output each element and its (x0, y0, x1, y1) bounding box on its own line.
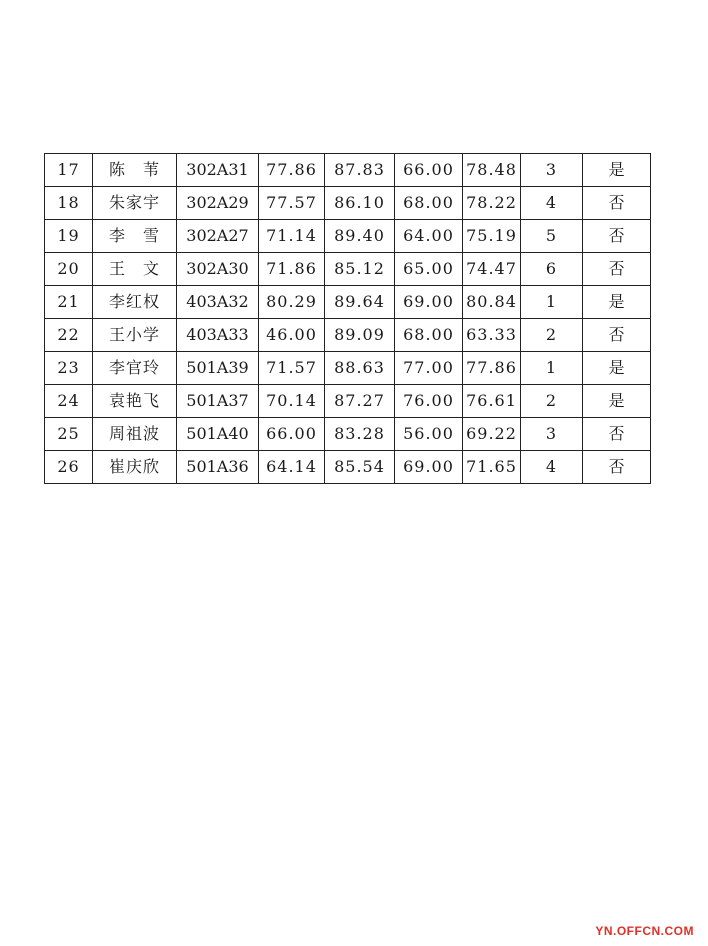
cell-score-1: 71.86 (259, 253, 325, 286)
cell-exam-code: 302A30 (177, 253, 259, 286)
table-row (45, 154, 651, 187)
cell-number: 22 (45, 319, 93, 352)
cell-rank: 1 (521, 286, 583, 319)
table-row (45, 319, 651, 352)
cell-score-2: 85.12 (325, 253, 395, 286)
cell-score-1: 64.14 (259, 451, 325, 484)
cell-name: 袁艳飞 (93, 385, 177, 418)
table-row (45, 253, 651, 286)
cell-score-1: 80.29 (259, 286, 325, 319)
cell-exam-code: 403A33 (177, 319, 259, 352)
cell-rank: 1 (521, 352, 583, 385)
table-row (45, 352, 651, 385)
cell-score-3: 68.00 (395, 187, 463, 220)
score-table (44, 153, 651, 484)
cell-number: 17 (45, 154, 93, 187)
cell-rank: 5 (521, 220, 583, 253)
table-row (45, 385, 651, 418)
cell-rank: 3 (521, 154, 583, 187)
table-row (45, 418, 651, 451)
cell-rank: 4 (521, 451, 583, 484)
cell-name: 李红权 (93, 286, 177, 319)
cell-total-score: 78.22 (463, 187, 521, 220)
cell-name: 周祖波 (93, 418, 177, 451)
cell-rank: 2 (521, 385, 583, 418)
cell-score-1: 71.57 (259, 352, 325, 385)
cell-score-3: 68.00 (395, 319, 463, 352)
cell-selected: 否 (583, 253, 651, 286)
cell-selected: 否 (583, 451, 651, 484)
cell-total-score: 74.47 (463, 253, 521, 286)
cell-score-1: 71.14 (259, 220, 325, 253)
cell-rank: 2 (521, 319, 583, 352)
cell-name: 朱家宇 (93, 187, 177, 220)
cell-selected: 否 (583, 220, 651, 253)
cell-total-score: 77.86 (463, 352, 521, 385)
cell-score-2: 89.40 (325, 220, 395, 253)
cell-score-2: 88.63 (325, 352, 395, 385)
cell-score-3: 77.00 (395, 352, 463, 385)
cell-selected: 否 (583, 187, 651, 220)
cell-total-score: 78.48 (463, 154, 521, 187)
cell-exam-code: 302A27 (177, 220, 259, 253)
table-row (45, 220, 651, 253)
cell-name: 李 雪 (93, 220, 177, 253)
cell-exam-code: 501A36 (177, 451, 259, 484)
cell-exam-code: 302A31 (177, 154, 259, 187)
cell-score-1: 70.14 (259, 385, 325, 418)
watermark-logo: YN.OFFCN.COM (595, 924, 694, 938)
cell-score-3: 66.00 (395, 154, 463, 187)
cell-selected: 是 (583, 286, 651, 319)
cell-score-3: 65.00 (395, 253, 463, 286)
cell-name: 王小学 (93, 319, 177, 352)
cell-exam-code: 403A32 (177, 286, 259, 319)
cell-number: 20 (45, 253, 93, 286)
cell-score-2: 83.28 (325, 418, 395, 451)
cell-number: 19 (45, 220, 93, 253)
cell-number: 18 (45, 187, 93, 220)
cell-selected: 是 (583, 352, 651, 385)
cell-number: 24 (45, 385, 93, 418)
cell-score-2: 87.27 (325, 385, 395, 418)
cell-score-3: 56.00 (395, 418, 463, 451)
table-row (45, 451, 651, 484)
cell-rank: 6 (521, 253, 583, 286)
cell-number: 21 (45, 286, 93, 319)
cell-total-score: 76.61 (463, 385, 521, 418)
cell-total-score: 69.22 (463, 418, 521, 451)
cell-score-3: 64.00 (395, 220, 463, 253)
cell-total-score: 71.65 (463, 451, 521, 484)
cell-score-1: 77.57 (259, 187, 325, 220)
cell-total-score: 75.19 (463, 220, 521, 253)
cell-total-score: 80.84 (463, 286, 521, 319)
cell-exam-code: 501A39 (177, 352, 259, 385)
cell-selected: 是 (583, 385, 651, 418)
cell-score-1: 46.00 (259, 319, 325, 352)
cell-score-3: 76.00 (395, 385, 463, 418)
cell-number: 25 (45, 418, 93, 451)
table-row (45, 286, 651, 319)
cell-score-2: 85.54 (325, 451, 395, 484)
cell-score-3: 69.00 (395, 286, 463, 319)
cell-score-2: 87.83 (325, 154, 395, 187)
table-row (45, 187, 651, 220)
table-body (45, 154, 651, 484)
cell-name: 李官玲 (93, 352, 177, 385)
cell-selected: 否 (583, 319, 651, 352)
cell-score-1: 77.86 (259, 154, 325, 187)
cell-number: 26 (45, 451, 93, 484)
cell-name: 陈 苇 (93, 154, 177, 187)
cell-exam-code: 501A40 (177, 418, 259, 451)
cell-score-2: 89.64 (325, 286, 395, 319)
cell-number: 23 (45, 352, 93, 385)
cell-score-3: 69.00 (395, 451, 463, 484)
cell-score-2: 86.10 (325, 187, 395, 220)
cell-exam-code: 501A37 (177, 385, 259, 418)
cell-name: 王 文 (93, 253, 177, 286)
cell-name: 崔庆欣 (93, 451, 177, 484)
cell-score-2: 89.09 (325, 319, 395, 352)
cell-rank: 4 (521, 187, 583, 220)
cell-selected: 是 (583, 154, 651, 187)
cell-exam-code: 302A29 (177, 187, 259, 220)
cell-score-1: 66.00 (259, 418, 325, 451)
cell-rank: 3 (521, 418, 583, 451)
cell-selected: 否 (583, 418, 651, 451)
cell-total-score: 63.33 (463, 319, 521, 352)
